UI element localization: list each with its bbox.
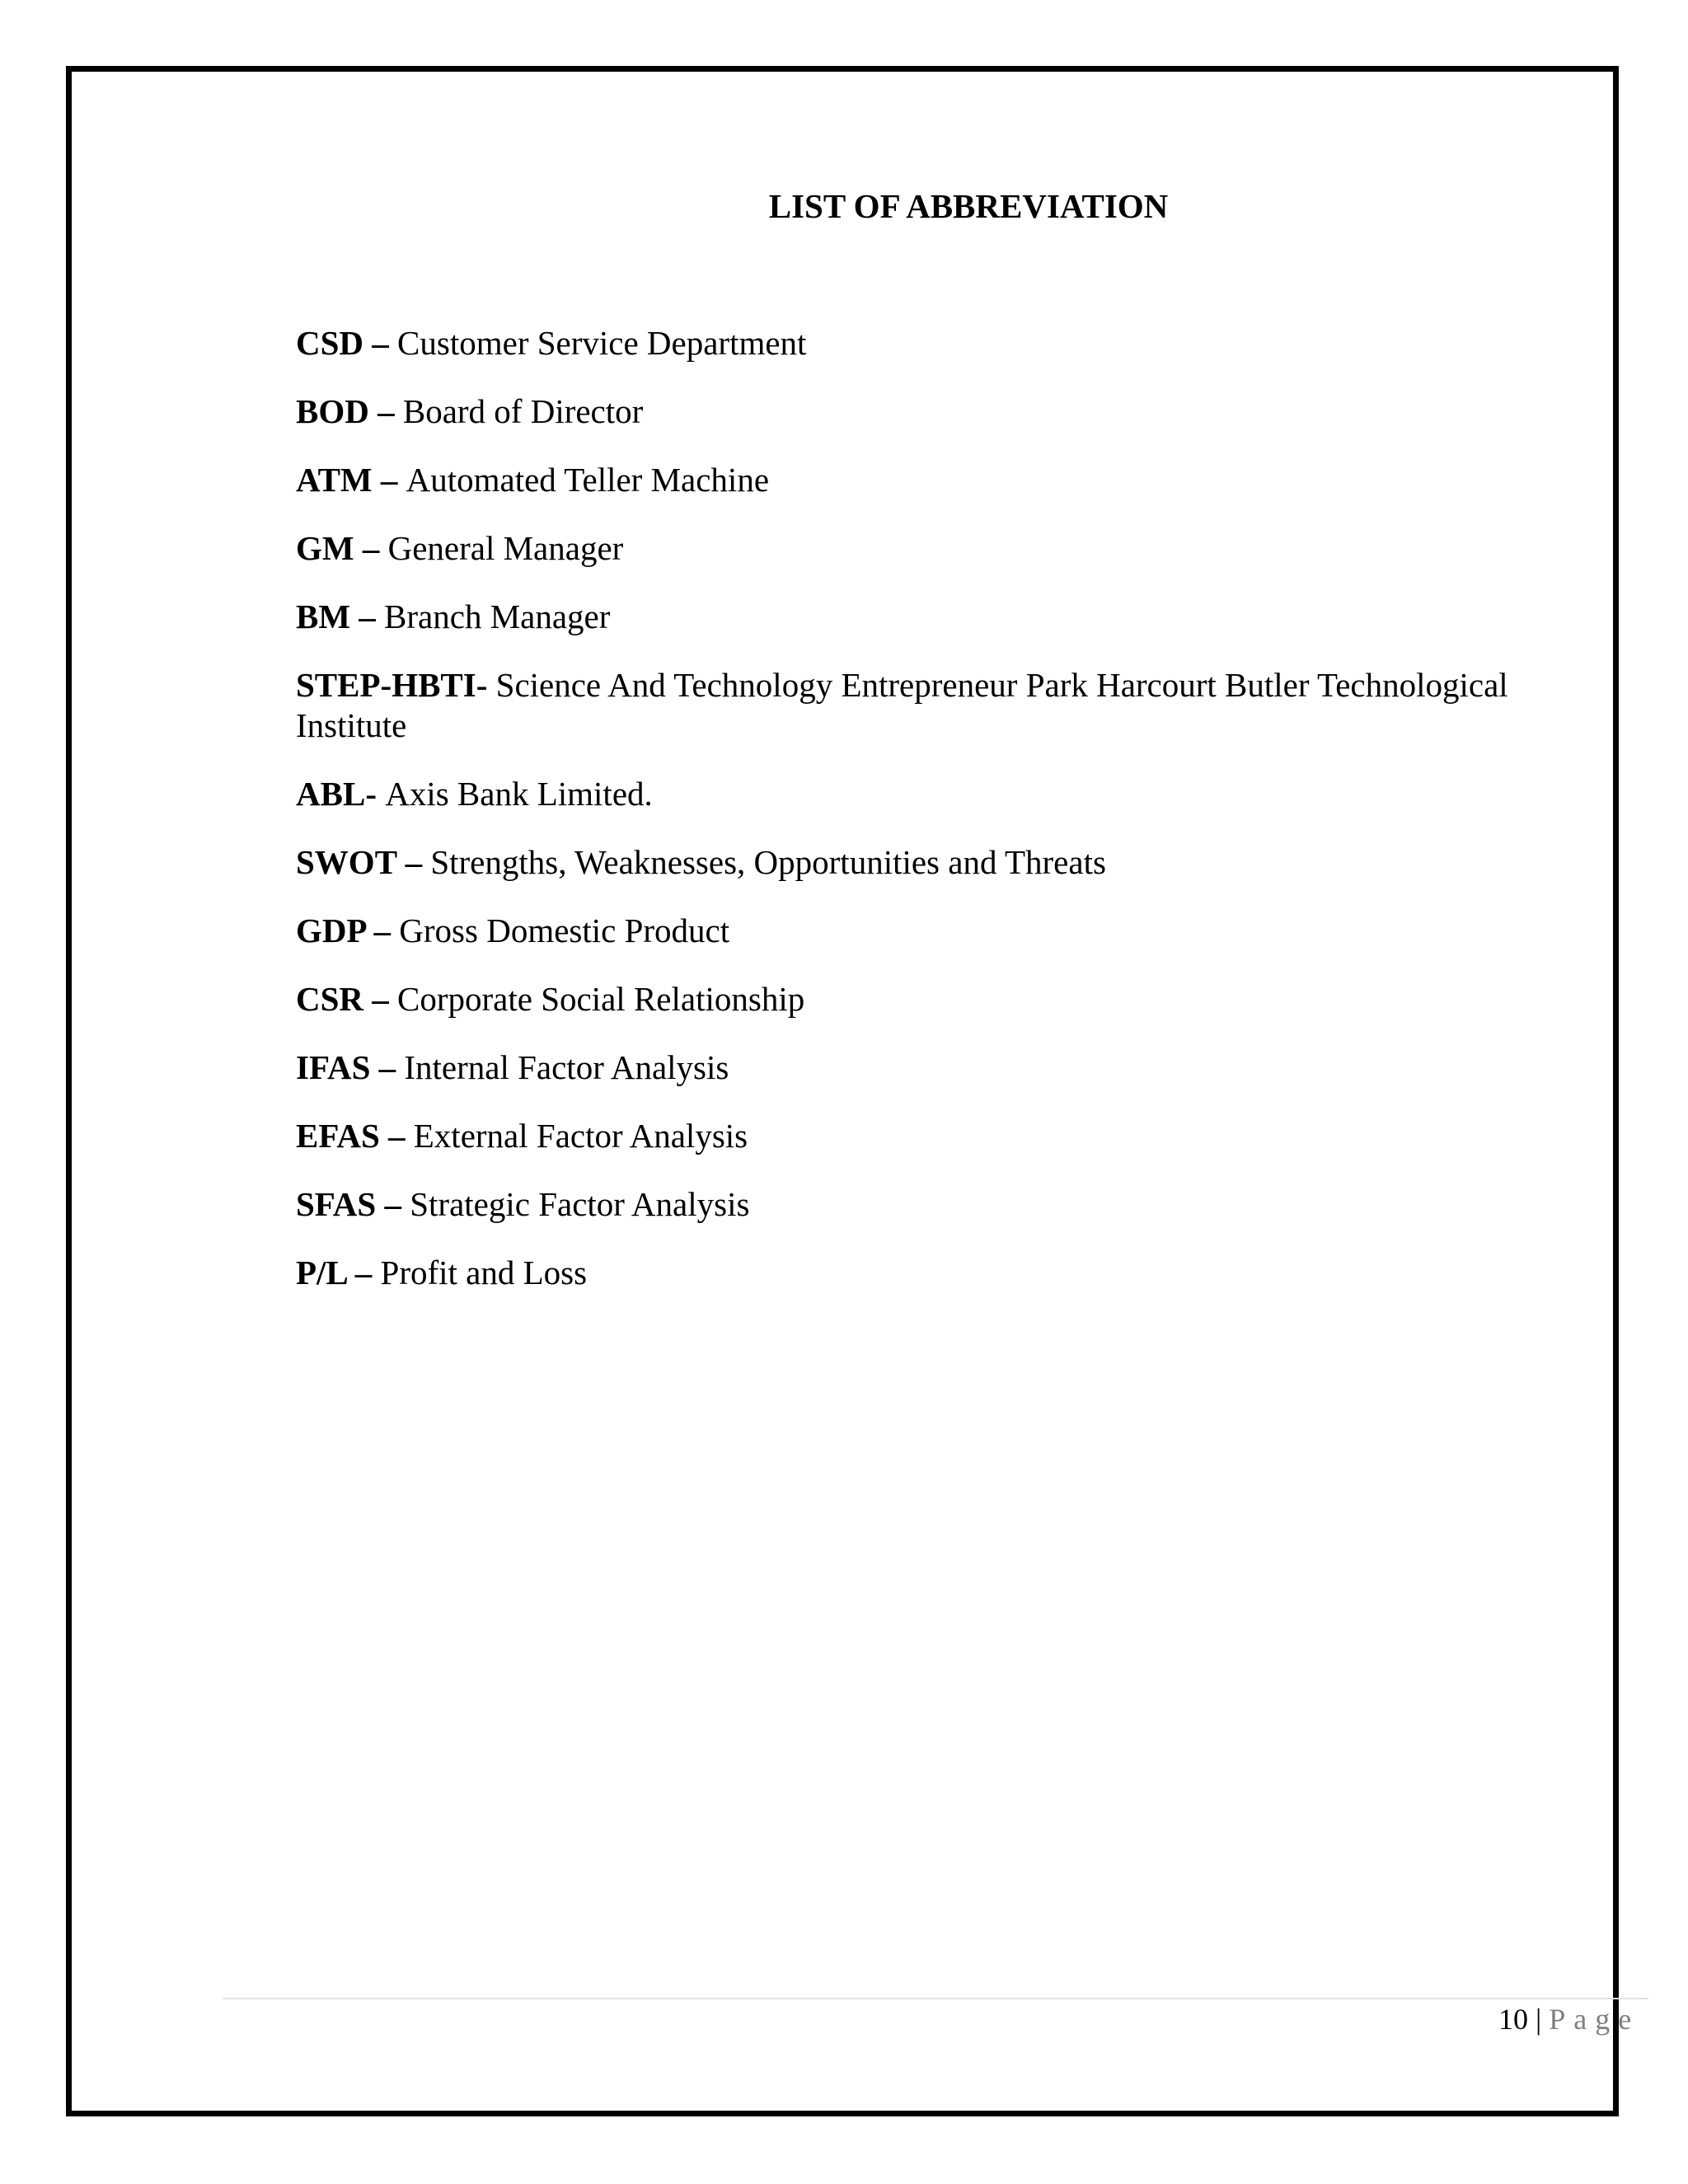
abbreviation-item <box>296 911 1598 951</box>
abbreviation-item <box>296 391 1598 432</box>
abbreviation-item <box>296 597 1598 637</box>
abbreviation-separator: – <box>396 843 431 881</box>
page-footer <box>1498 2001 1639 2037</box>
abbreviation-definition: Strategic Factor Analysis <box>410 1185 750 1223</box>
page-label: Page <box>1549 2003 1640 2036</box>
abbreviation-term: P/L <box>296 1254 347 1291</box>
abbreviation-item <box>296 842 1598 883</box>
abbreviation-definition: Gross Domestic Product <box>399 912 730 949</box>
abbreviation-definition: Axis Bank Limited. <box>385 775 653 813</box>
abbreviation-separator: – <box>354 529 388 567</box>
abbreviation-item <box>296 1253 1598 1293</box>
abbreviation-definition: General Manager <box>387 529 624 567</box>
abbreviation-separator: - <box>476 666 496 704</box>
abbreviation-item <box>296 460 1598 500</box>
page-separator: | <box>1528 2003 1550 2036</box>
abbreviation-separator: – <box>363 324 398 362</box>
abbreviation-term: GM <box>296 529 354 567</box>
abbreviation-separator: – <box>370 1048 405 1086</box>
footer-divider <box>223 1998 1648 1999</box>
abbreviation-definition: Branch Manager <box>384 598 611 635</box>
abbreviation-term: GDP <box>296 912 366 949</box>
abbreviation-definition: Strengths, Weaknesses, Opportunities and Threats <box>430 843 1106 881</box>
abbreviation-separator: – <box>350 598 385 635</box>
abbreviation-term: IFAS <box>296 1048 371 1086</box>
abbreviation-term: SWOT <box>296 843 397 881</box>
abbreviation-list <box>296 323 1598 1321</box>
abbreviation-separator: – <box>376 1185 410 1223</box>
abbreviation-separator: – <box>346 1254 381 1291</box>
abbreviation-term: CSD <box>296 324 364 362</box>
abbreviation-separator: - <box>365 775 386 813</box>
abbreviation-term: STEP-HBTI <box>296 666 476 704</box>
abbreviation-term: BM <box>296 598 351 635</box>
abbreviation-separator: – <box>365 912 400 949</box>
abbreviation-item <box>296 774 1598 814</box>
abbreviation-definition: External Factor Analysis <box>413 1117 748 1155</box>
abbreviation-separator: – <box>363 980 398 1018</box>
abbreviation-definition: Automated Teller Machine <box>406 461 770 499</box>
abbreviation-definition: Customer Service Department <box>397 324 807 362</box>
abbreviation-definition: Internal Factor Analysis <box>404 1048 729 1086</box>
abbreviation-definition: Science And Technology Entrepreneur Park Harcourt Butler Technological Institute <box>296 666 1508 744</box>
abbreviation-item <box>296 1116 1598 1156</box>
abbreviation-item <box>296 1047 1598 1088</box>
page-title: LIST OF ABBREVIATION <box>768 187 1169 225</box>
abbreviation-term: ATM <box>296 461 373 499</box>
abbreviation-separator: – <box>379 1117 414 1155</box>
abbreviation-item <box>296 979 1598 1019</box>
page-number: 10 <box>1498 2003 1528 2036</box>
abbreviation-term: CSR <box>296 980 364 1018</box>
abbreviation-term: SFAS <box>296 1185 377 1223</box>
abbreviation-separator: – <box>372 461 406 499</box>
abbreviation-separator: – <box>368 392 403 430</box>
abbreviation-definition: Profit and Loss <box>380 1254 588 1291</box>
abbreviation-item <box>296 1184 1598 1225</box>
abbreviation-definition: Corporate Social Relationship <box>397 980 805 1018</box>
abbreviation-term: BOD <box>296 392 369 430</box>
abbreviation-item <box>296 528 1598 569</box>
abbreviation-term: EFAS <box>296 1117 380 1155</box>
abbreviation-definition: Board of Director <box>402 392 644 430</box>
abbreviation-item <box>296 323 1598 363</box>
abbreviation-item <box>296 665 1598 746</box>
abbreviation-term: ABL <box>296 775 366 813</box>
